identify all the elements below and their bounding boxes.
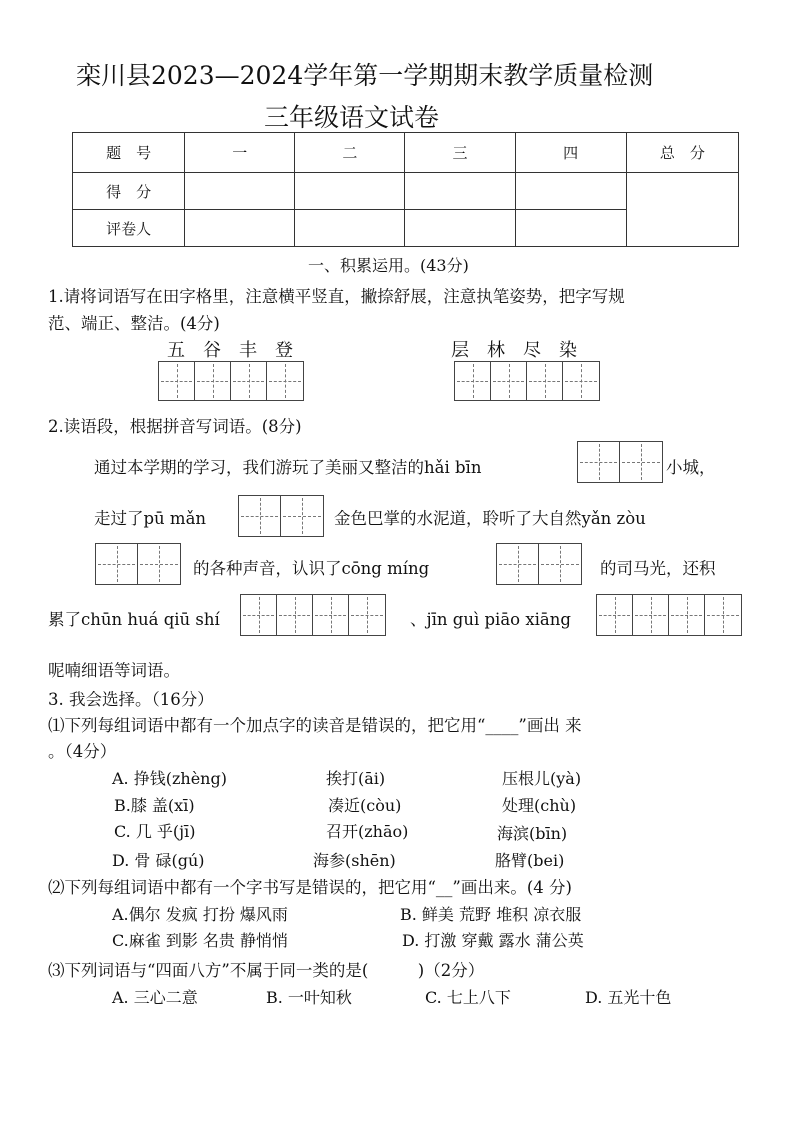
q1-char: 林 xyxy=(487,340,505,361)
q1-line1: 1.请将词语写在田字格里，注意横平竖直，撇捺舒展，注意执笔姿势，把字写规 xyxy=(48,287,625,306)
col-total: 总 分 xyxy=(626,133,738,173)
option[interactable]: 海参(shēn) xyxy=(313,851,396,870)
q3-title: 3. 我会选择。（16分） xyxy=(48,690,214,709)
option[interactable]: 挨打(āi) xyxy=(326,769,386,788)
q1-char: 谷 xyxy=(203,340,221,361)
answer-grid-congming[interactable] xyxy=(496,543,582,585)
score-cell[interactable] xyxy=(515,173,626,210)
option[interactable]: 凑近(còu) xyxy=(328,796,402,815)
score-table xyxy=(72,132,739,247)
q2-text: 通过本学期的学习，我们游玩了美丽又整洁的hǎi bīn xyxy=(94,458,482,477)
col-3: 三 xyxy=(405,133,515,173)
q2-text: 呢喃细语等词语。 xyxy=(48,661,180,680)
option[interactable]: C. 几 乎(jī) xyxy=(114,822,196,841)
q1-char: 染 xyxy=(559,340,577,361)
q3-p3-line: ⑶下列词语与“四面八方”不属于同一类的是( )（2分） xyxy=(48,961,485,980)
q2-text: 、jīn guì piāo xiāng xyxy=(410,610,571,629)
option[interactable]: D. 打激 穿戴 露水 蒲公英 xyxy=(402,931,584,950)
q3-p2-line: ⑵下列每组词语中都有一个字书写是错误的，把它用“__”画出来。(4 分) xyxy=(48,878,572,897)
q1-word-2 xyxy=(442,336,586,362)
q2-text: 金色巴掌的水泥道，聆听了大自然yǎn zòu xyxy=(334,509,646,528)
tianzige-grid[interactable] xyxy=(454,361,600,401)
q1-line2: 范、端正、整洁。(4分) xyxy=(48,314,220,333)
option[interactable]: A.偶尔 发疯 打扮 爆风雨 xyxy=(112,905,288,924)
option[interactable]: C. 七上八下 xyxy=(425,988,511,1007)
q2-text: 的各种声音，认识了cōng míng xyxy=(193,559,430,578)
option[interactable]: C.麻雀 到影 名贵 静悄悄 xyxy=(112,931,289,950)
option[interactable]: B. 鲜美 荒野 堆积 凉衣服 xyxy=(400,905,582,924)
option[interactable]: B. 一叶知秋 xyxy=(266,988,352,1007)
answer-grid-yanzou[interactable] xyxy=(95,543,181,585)
tianzige-grid[interactable] xyxy=(158,361,304,401)
q1-word-1 xyxy=(158,336,302,362)
option[interactable]: 处理(chù) xyxy=(502,796,577,815)
q2-text: 走过了pū mǎn xyxy=(94,509,207,528)
exam-title: 栾川县2023—2024学年第一学期期末教学质量检测 xyxy=(76,61,654,90)
answer-grid-chunhuaqiushi[interactable] xyxy=(240,594,386,636)
q2-text: 累了chūn huá qiū shí xyxy=(48,610,220,629)
q1-char: 五 xyxy=(167,340,185,361)
option[interactable]: D. 骨 碌(gú) xyxy=(112,851,205,870)
row-label-score: 得 分 xyxy=(73,173,185,210)
q1-char: 尽 xyxy=(523,340,541,361)
score-cell[interactable] xyxy=(295,173,405,210)
row-label-number: 题 号 xyxy=(73,133,185,173)
option[interactable]: B.膝 盖(xī) xyxy=(114,796,195,815)
option[interactable]: 召开(zhāo) xyxy=(326,822,409,841)
option[interactable]: 压根儿(yà) xyxy=(502,769,582,788)
total-score-cell[interactable] xyxy=(626,173,738,247)
q1-char: 层 xyxy=(451,340,469,361)
grader-cell[interactable] xyxy=(185,210,295,247)
col-1: 一 xyxy=(185,133,295,173)
option[interactable]: 胳臂(bei) xyxy=(495,851,565,870)
q3-p1-line1: ⑴下列每组词语中都有一个加点字的读音是错误的，把它用“____”画出 来 xyxy=(48,716,582,735)
q2-title: 2.读语段，根据拼音写词语。(8分) xyxy=(48,417,302,436)
q1-char: 登 xyxy=(275,340,293,361)
grader-cell[interactable] xyxy=(295,210,405,247)
score-cell[interactable] xyxy=(405,173,515,210)
q1-char: 丰 xyxy=(239,340,257,361)
option[interactable]: 海滨(bīn) xyxy=(497,824,568,843)
q3-p1-line2: 。（4分） xyxy=(48,742,117,761)
col-2: 二 xyxy=(295,133,405,173)
option[interactable]: A. 挣钱(zhèng) xyxy=(112,769,227,788)
option[interactable]: A. 三心二意 xyxy=(112,988,198,1007)
col-4: 四 xyxy=(515,133,626,173)
score-cell[interactable] xyxy=(185,173,295,210)
answer-grid-jinguipiaoxiang[interactable] xyxy=(596,594,742,636)
answer-grid-puman[interactable] xyxy=(238,495,324,537)
answer-grid-haibin[interactable] xyxy=(577,441,663,483)
option[interactable]: D. 五光十色 xyxy=(585,988,672,1007)
q2-text: 的司马光，还积 xyxy=(600,559,716,578)
grader-cell[interactable] xyxy=(515,210,626,247)
section-title: 一、积累运用。(43分) xyxy=(308,256,469,275)
q2-text: 小城， xyxy=(666,458,716,477)
exam-subtitle: 三年级语文试卷 xyxy=(264,103,440,132)
row-label-grader: 评卷人 xyxy=(73,210,185,247)
grader-cell[interactable] xyxy=(405,210,515,247)
